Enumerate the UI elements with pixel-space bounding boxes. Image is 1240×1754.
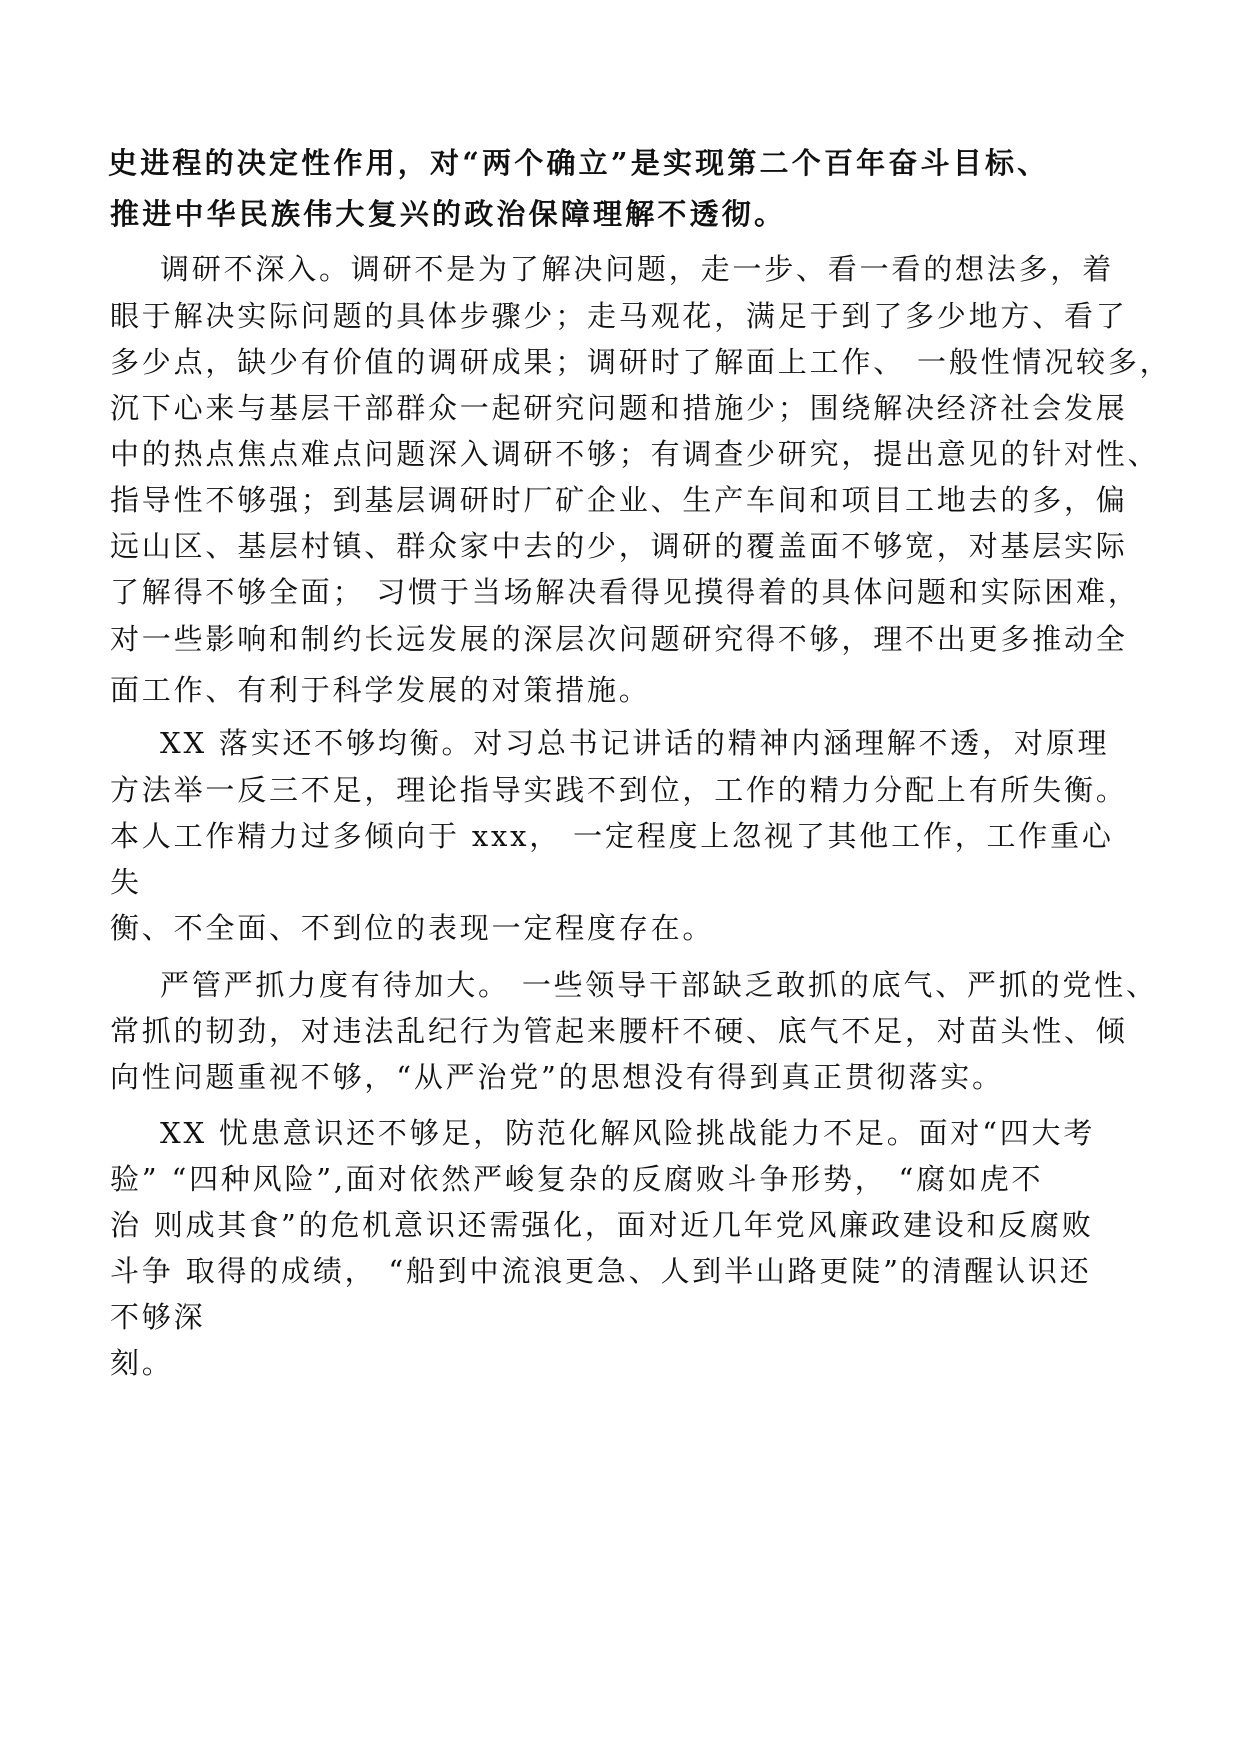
text-line-11: 对一些影响和制约长远发展的深层次问题研究得不够，理不出更多推动全 bbox=[110, 622, 1128, 656]
text-line-16: 失 bbox=[110, 865, 142, 899]
text-line-17: 衡、不全面、不到位的表现一定程度存在。 bbox=[110, 911, 715, 945]
text-line-15: 本人工作精力过多倾向于 xxx， 一定程度上忽视了其他工作，工作重心 bbox=[110, 819, 1114, 853]
text-line-14: 方法举一反三不足，理论指导实践不到位，工作的精力分配上有所失衡。 bbox=[110, 773, 1128, 807]
text-line-8: 指导性不够强；到基层调研时厂矿企业、生产车间和项目工地去的多，偏 bbox=[110, 483, 1128, 517]
text-line-13: XX 落实还不够均衡。对习总书记讲话的精神内涵理解不透，对原理 bbox=[160, 726, 1110, 760]
text-line-20: 向性问题重视不够，“从严治党”的思想没有得到真正贯彻落实。 bbox=[110, 1060, 1004, 1094]
text-line-4: 眼于解决实际问题的具体步骤少；走马观花，满足于到了多少地方、看了 bbox=[110, 299, 1128, 333]
text-line-5: 多少点，缺少有价值的调研成果；调研时了解面上工作、 一般性情况较多， bbox=[110, 345, 1172, 379]
text-line-26: 刻。 bbox=[110, 1346, 174, 1380]
text-line-19: 常抓的韧劲，对违法乱纪行为管起来腰杆不硬、底气不足，对苗头性、倾 bbox=[110, 1014, 1128, 1048]
text-line-24: 斗争 取得的成绩， “船到中流浪更急、人到半山路更陡”的清醒认识还 bbox=[110, 1254, 1092, 1288]
text-line-3: 调研不深入。调研不是为了解决问题，走一步、看一看的想法多，着 bbox=[160, 252, 1115, 286]
text-line-25: 不够深 bbox=[110, 1300, 206, 1334]
text-line-2: 推进中华民族伟大复兴的政治保障理解不透彻。 bbox=[110, 197, 787, 231]
text-line-12: 面工作、有利于科学发展的对策措施。 bbox=[110, 673, 651, 707]
text-line-10: 了解得不够全面； 习惯于当场解决看得见摸得着的具体问题和实际困难， bbox=[110, 575, 1140, 609]
text-line-23: 治 则成其食”的危机意识还需强化，面对近几年党风廉政建设和反腐败 bbox=[110, 1208, 1094, 1242]
text-line-7: 中的热点焦点难点问题深入调研不够；有调查少研究，提出意见的针对性、 bbox=[110, 437, 1160, 471]
text-line-9: 远山区、基层村镇、群众家中去的少，调研的覆盖面不够宽，对基层实际 bbox=[110, 529, 1128, 563]
text-line-6: 沉下心来与基层干部群众一起研究问题和措施少；围绕解决经济社会发展 bbox=[110, 391, 1128, 425]
text-line-22: 验” “四种风险”,面对依然严峻复杂的反腐败斗争形势， “腐如虎不 bbox=[110, 1162, 1044, 1196]
text-line-18: 严管严抓力度有待加大。 一些领导干部缺乏敢抓的底气、严抓的党性、 bbox=[160, 968, 1158, 1002]
text-line-21: XX 忧患意识还不够足，防范化解风险挑战能力不足。面对“四大考 bbox=[160, 1116, 1096, 1150]
text-line-1: 史进程的决定性作用，对“两个确立”是实现第二个百年奋斗目标、 bbox=[108, 146, 1050, 180]
